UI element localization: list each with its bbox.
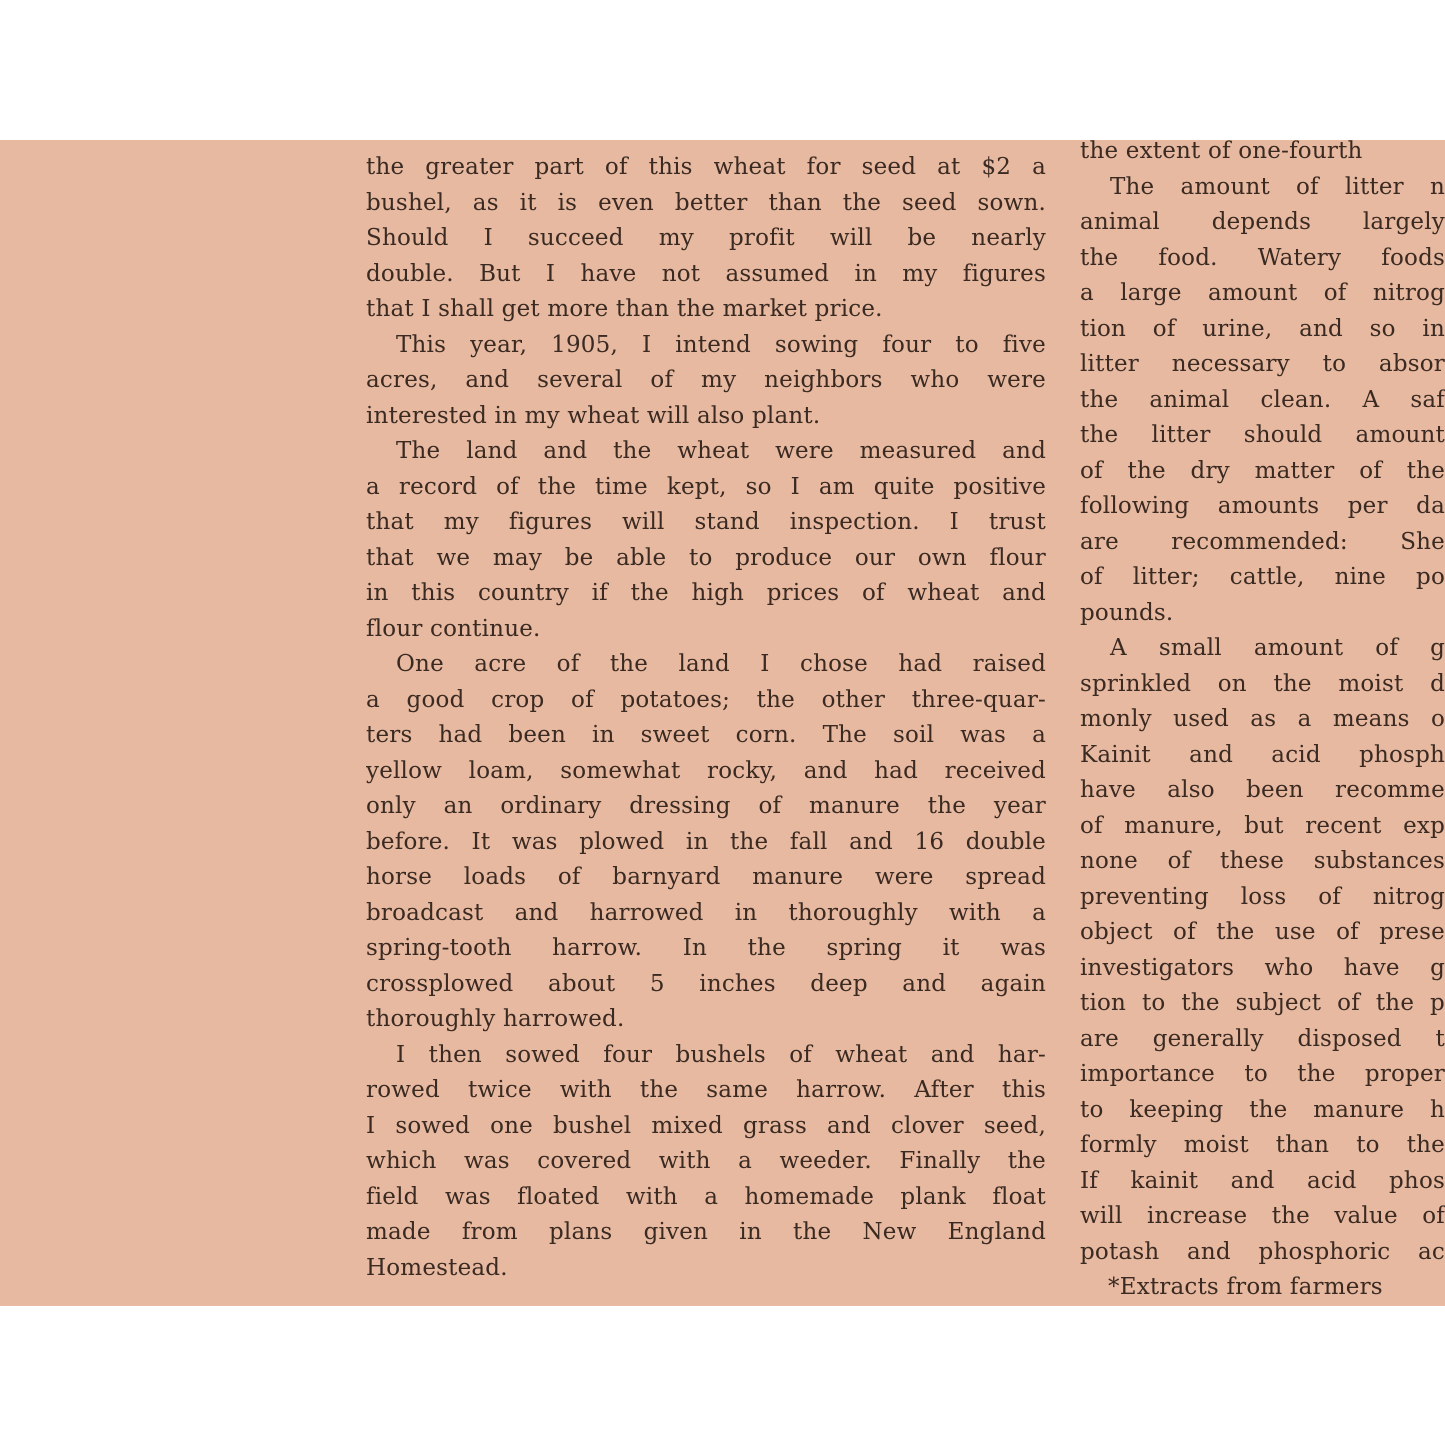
- text-line: object of the use of prese: [1080, 919, 1445, 945]
- text-line: field was floated with a homemade plank float: [366, 1183, 1046, 1210]
- text-line: the extent of one-fourth: [1080, 140, 1363, 164]
- text-line: I sowed one bushel mixed grass and clover seed,: [366, 1112, 1046, 1139]
- text-line: double. But I have not assumed in my figures: [366, 260, 1046, 287]
- text-line: only an ordinary dressing of manure the year: [366, 793, 1046, 819]
- text-line: are generally disposed t: [1080, 1025, 1445, 1052]
- text-line: the food. Watery foods: [1080, 244, 1445, 271]
- text-line: sprinkled on the moist d: [1080, 670, 1445, 697]
- right-column: [1080, 140, 1445, 1306]
- newspaper-clipping: [0, 140, 1445, 1306]
- text-line: A small amount of g: [1110, 635, 1445, 661]
- text-line: I then sowed four bushels of wheat and har-: [396, 1041, 1046, 1068]
- text-line: tion to the subject of the p: [1080, 990, 1445, 1016]
- text-line: monly used as a means o: [1080, 706, 1445, 732]
- text-line: none of these substances: [1080, 848, 1445, 874]
- text-line: formly moist than to the: [1080, 1132, 1445, 1158]
- text-line: *Extracts from farmers: [1108, 1274, 1383, 1300]
- text-line: horse loads of barnyard manure were spread: [366, 864, 1046, 890]
- text-line: will increase the value of: [1080, 1203, 1445, 1229]
- text-line: spring-tooth harrow. In the spring it was: [366, 935, 1046, 961]
- text-line: acres, and several of my neighbors who were: [366, 367, 1046, 393]
- text-line: animal depends largely: [1080, 209, 1445, 235]
- text-line: thoroughly harrowed.: [366, 1006, 625, 1032]
- text-line: of the dry matter of the: [1080, 457, 1445, 484]
- text-line: Kainit and acid phosph: [1080, 741, 1445, 768]
- text-line: bushel, as it is even better than the seed sown.: [366, 189, 1046, 216]
- text-line: tion of urine, and so in: [1080, 315, 1445, 342]
- text-line: interested in my wheat will also plant.: [366, 402, 821, 429]
- text-line: are recommended: She: [1080, 528, 1445, 555]
- text-line: If kainit and acid phos: [1080, 1167, 1445, 1194]
- text-line: in this country if the high prices of wheat and: [366, 580, 1046, 606]
- text-line: the greater part of this wheat for seed at $2 a: [366, 154, 1046, 180]
- text-line: that I shall get more than the market price.: [366, 296, 883, 322]
- text-line: One acre of the land I chose had raised: [396, 651, 1046, 677]
- text-line: This year, 1905, I intend sowing four to five: [396, 331, 1046, 358]
- text-line: importance to the proper: [1080, 1061, 1445, 1087]
- text-line: Homestead.: [366, 1254, 508, 1281]
- text-line: a good crop of potatoes; the other three-quar-: [366, 686, 1046, 713]
- text-line: have also been recomme: [1080, 777, 1445, 803]
- text-line: a record of the time kept, so I am quite positive: [366, 473, 1046, 500]
- text-line: to keeping the manure h: [1080, 1096, 1445, 1123]
- text-line: the litter should amount: [1080, 422, 1445, 448]
- text-line: following amounts per da: [1080, 493, 1445, 519]
- text-line: a large amount of nitrog: [1080, 280, 1445, 306]
- text-line: crossplowed about 5 inches deep and again: [366, 970, 1046, 997]
- text-line: before. It was plowed in the fall and 16 double: [366, 828, 1046, 855]
- text-line: The land and the wheat were measured and: [396, 438, 1046, 464]
- text-line: the animal clean. A saf: [1080, 386, 1445, 413]
- text-line: investigators who have g: [1080, 954, 1445, 981]
- text-line: rowed twice with the same harrow. After this: [366, 1077, 1046, 1103]
- middle-column: [366, 150, 1046, 1286]
- text-line: pounds.: [1080, 599, 1174, 626]
- text-line: that my figures will stand inspection. I trust: [366, 509, 1046, 535]
- text-line: potash and phosphoric ac: [1080, 1238, 1445, 1265]
- text-line: of manure, but recent exp: [1080, 812, 1445, 839]
- text-line: preventing loss of nitrog: [1080, 883, 1445, 910]
- text-line: that we may be able to produce our own flour: [366, 544, 1046, 571]
- text-line: yellow loam, somewhat rocky, and had received: [366, 757, 1046, 784]
- text-line: The amount of litter n: [1110, 173, 1445, 200]
- text-line: made from plans given in the New England: [366, 1219, 1046, 1245]
- text-line: broadcast and harrowed in thoroughly with a: [366, 899, 1046, 926]
- text-line: Should I succeed my profit will be nearly: [366, 225, 1046, 251]
- text-line: litter necessary to absor: [1080, 351, 1445, 377]
- text-line: flour continue.: [366, 615, 541, 642]
- text-line: which was covered with a weeder. Finally the: [366, 1148, 1046, 1174]
- text-line: of litter; cattle, nine po: [1080, 564, 1445, 590]
- text-line: ters had been in sweet corn. The soil was a: [366, 722, 1046, 748]
